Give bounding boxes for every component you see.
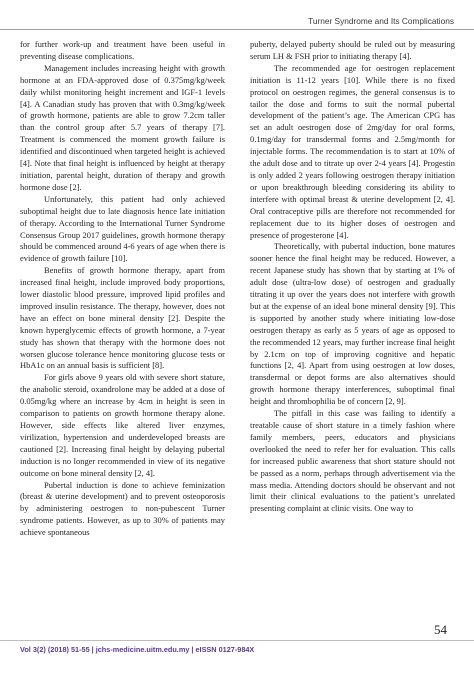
paragraph: for further work-up and treatment have been useful in preventing disease complications. [20, 39, 225, 61]
page-number: 54 [434, 622, 447, 637]
paragraph: For girls above 9 years old with severe short stature, the anabolic steroid, oxandrolone may be added at a dose of 0.05mg/kg where an increase by 4cm in height is seen in comparison to patients on growth hormone therapy alone. However, side effects like altered liver enzymes, virilization, hypertension and underdeveloped breasts are cautioned [2]. Increasing final height by delaying pubertal induction is no longer recommended in view of its negative outcome on bone mineral density [2, 4]. [20, 372, 225, 478]
left-text-column [20, 39, 225, 539]
paragraph: Benefits of growth hormone therapy, apart from increased final height, include improved body proportions, lower diastolic blood pressure, improved lipid profiles and improved insulin resistance. The therapy, however, does not have an effect on bone mineral density [2]. Despite the known hyperglycemic effects of growth hormone, a 7-year study has shown that therapy with the hormone does not worsen glucose tolerance hence monitoring glucose tests or HbA1c on an annual basis is sufficient [8]. [20, 265, 225, 371]
paragraph: Theoretically, with pubertal induction, bone matures sooner hence the final height may be reduced. However, a recent Japanese study has shown that by starting at 1% of adult dose (ultra-low dose) of oestrogen and gradually titrating it up over the years does not interfere with growth but at the expense of an ideal bone mineral density [9]. This is supported by another study where initiating low-dose oestrogen therapy as early as 5 years of age as opposed to the recommended 12 years, may further increase final height by 2.1cm on top of improving cognitive and hepatic functions [2, 4]. Apart from using oestrogen at low doses, transdermal or depot forms are also alternatives should growth hormone therapy interferences, suboptimal final height and thrombophilia be of concern [2, 9]. [250, 241, 455, 407]
paragraph: The pitfall in this case was failing to identify a treatable cause of short stature in a timely fashion where family members, peers, educators and physicians overlooked the need to refer her for evaluation. This calls for increased public awareness that short stature should not be passed as a norm, perhaps through advertisement via the mass media. Attending doctors should be observant and not limit their clinical evaluations to the patient’s unrelated presenting complaint at clinic visits. One way to [250, 408, 455, 514]
footer-divider [0, 640, 474, 641]
footer-citation: Vol 3(2) (2018) 51-55 | jchs-medicine.uitm.edu.my | eISSN 0127-984X [20, 645, 255, 654]
paragraph: Pubertal induction is done to achieve feminization (breast & uterine development) and to prevent osteoporosis by administering oestrogen to non-pubescent Turner syndrome patients. However, as up to 30% of patients may achieve spontaneous [20, 479, 225, 538]
right-text-column [250, 39, 455, 515]
paragraph: puberty, delayed puberty should be ruled out by measuring serum LH & FSH prior to initiating therapy [4]. [250, 39, 455, 61]
header-divider [0, 29, 474, 30]
paragraph: Unfortunately, this patient had only achieved suboptimal height due to late diagnosis hence late initiation of therapy. According to the International Turner Syndrome Consensus Group 2017 guidelines, growth hormone therapy should be commenced around 4-6 years of age when there is evidence of growth failure [10]. [20, 193, 225, 264]
paragraph: Management includes increasing height with growth hormone at an FDA-approved dose of 0.375mg/kg/week daily whilst monitoring height increment and IGF-1 levels [4]. A Canadian study has proven that with 0.3mg/kg/week of growth hormone, patients are able to grow 7.2cm taller than the control group after 5.7 years of therapy [7]. Treatment is commenced the moment growth failure is identified and discontinued when targeted height is achieved [4]. Note that final height is influenced by height at therapy initiation, parental height, duration of therapy and growth hormone dose [2]. [20, 62, 225, 192]
running-head-title: Turner Syndrome and Its Complications [308, 16, 454, 26]
paragraph: The recommended age for oestrogen replacement initiation is 11-12 years [10]. While there is no fixed protocol on oestrogen regimes, the general consensus is to tailor the dose and forms to suit the normal pubertal development of the patient’s age. The American CPG has set an adult oestrogen dose of 2mg/day for oral forms, 0.1mg/day for transdermal forms and 2.5mg/month for injectable forms. The recommendation is to start at 10% of the adult dose and to titrate up over 2-4 years [4]. Progestin is only added 2 years following oestrogen therapy initiation or upon breakthrough bleeding considering its ability to interfere with optimal breast & uterine development [2, 4]. Oral contraceptive pills are therefore not recommended for replacement due to its higher doses of oestrogen and presence of progesterone [4]. [250, 62, 455, 240]
